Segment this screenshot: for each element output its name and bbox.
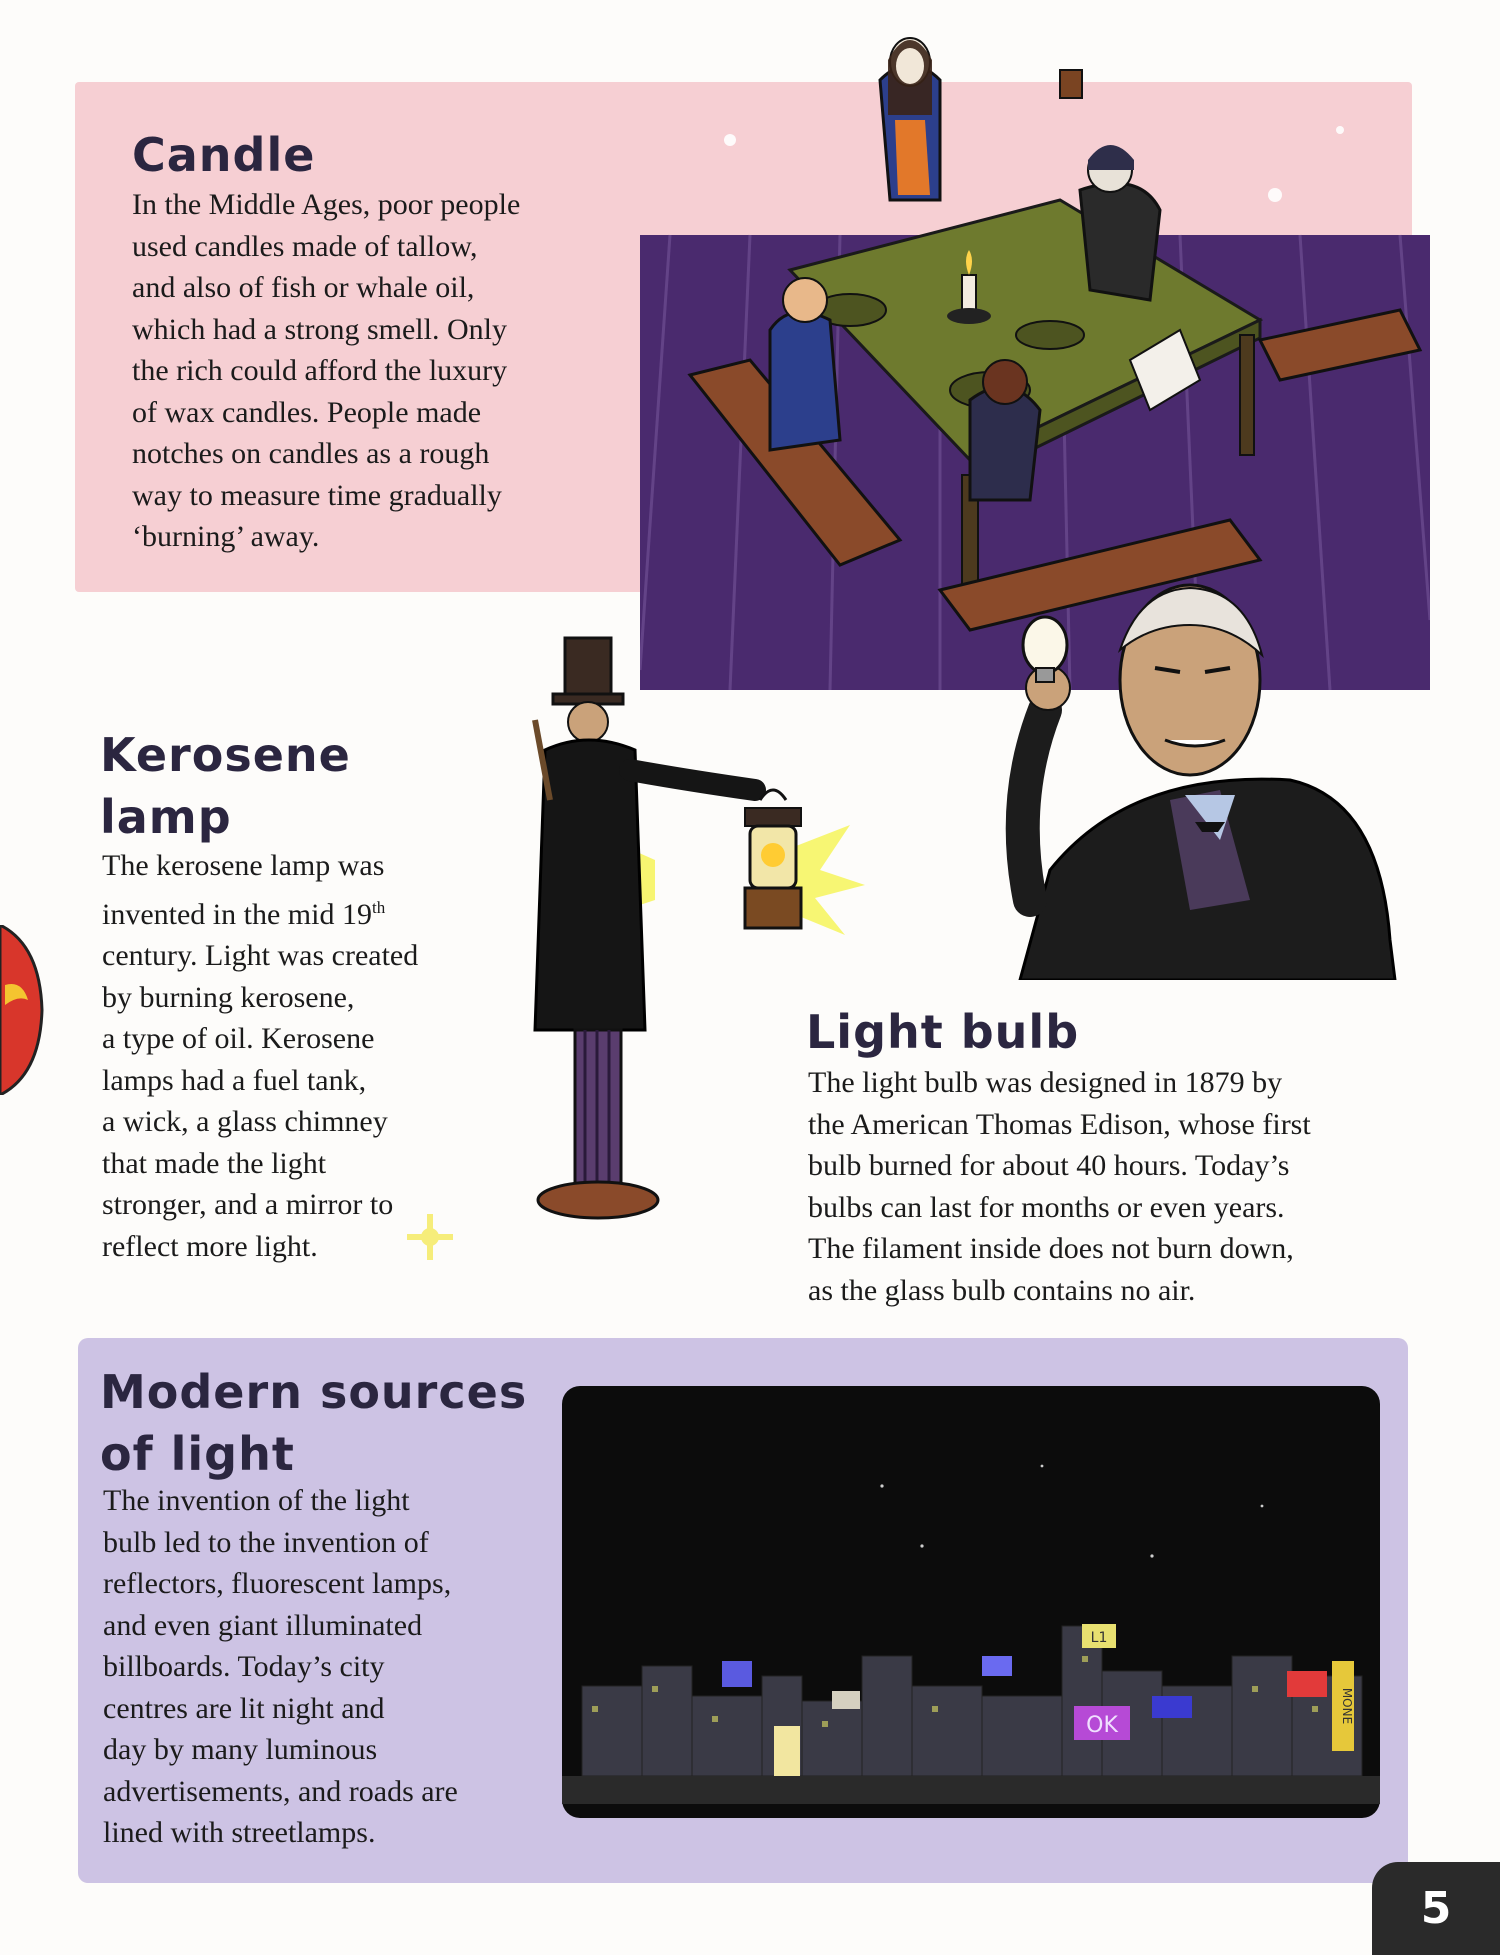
sparkle-icon [405, 1212, 455, 1262]
rooftop-sign-text: L1 [1090, 1630, 1108, 1646]
kerosene-heading-line2: lamp [100, 790, 232, 844]
candle-heading: Candle [132, 128, 316, 182]
edison-illustration [990, 570, 1420, 980]
candle-text: In the Middle Ages, poor people used candles made of tallow, and also of fish or whale oil, which had a strong smell. Only the rich could afford the luxury of wax candles. People made notches on candles as a rough way to measure time gradually ‘burning’ away. [132, 188, 521, 553]
light-bulb-heading: Light bulb [806, 1005, 1080, 1059]
kerosene-text [102, 845, 502, 1267]
page-number: 5 [1372, 1862, 1500, 1955]
ok-billboard-text: OK [1086, 1713, 1118, 1738]
night-city-illustration [562, 1386, 1380, 1818]
modern-heading-line2: of light [100, 1427, 295, 1481]
modern-text: The invention of the light bulb led to the invention of reflectors, fluorescent lamps, and even giant illuminated billboards. Today’s city centres are lit night and day by many luminous advertisements, and roads are lined with streetlamps. [103, 1484, 458, 1849]
kerosene-text-superscript: th [371, 897, 386, 917]
kerosene-text-part2: century. Light was created by burning kerosene, a type of oil. Kerosene lamps had a fuel tank, a wick, a glass chimney that made the light stronger, and a mirror to reflect more light. [102, 939, 419, 1263]
light-bulb-text: The light bulb was designed in 1879 by the American Thomas Edison, whose first bulb burned for about 40 hours. Today’s bulbs can last for months or even years. The filament inside does not burn down, as the glass bulb contains no air. [808, 1066, 1311, 1307]
kerosene-text-part1: The kerosene lamp was invented in the mid 19 [102, 849, 385, 931]
modern-heading-line1: Modern sources [100, 1365, 528, 1419]
kerosene-heading-line1: Kerosene [100, 728, 351, 782]
vertical-billboard-text: MONE [1340, 1687, 1354, 1725]
red-shield-decoration [0, 925, 45, 1095]
